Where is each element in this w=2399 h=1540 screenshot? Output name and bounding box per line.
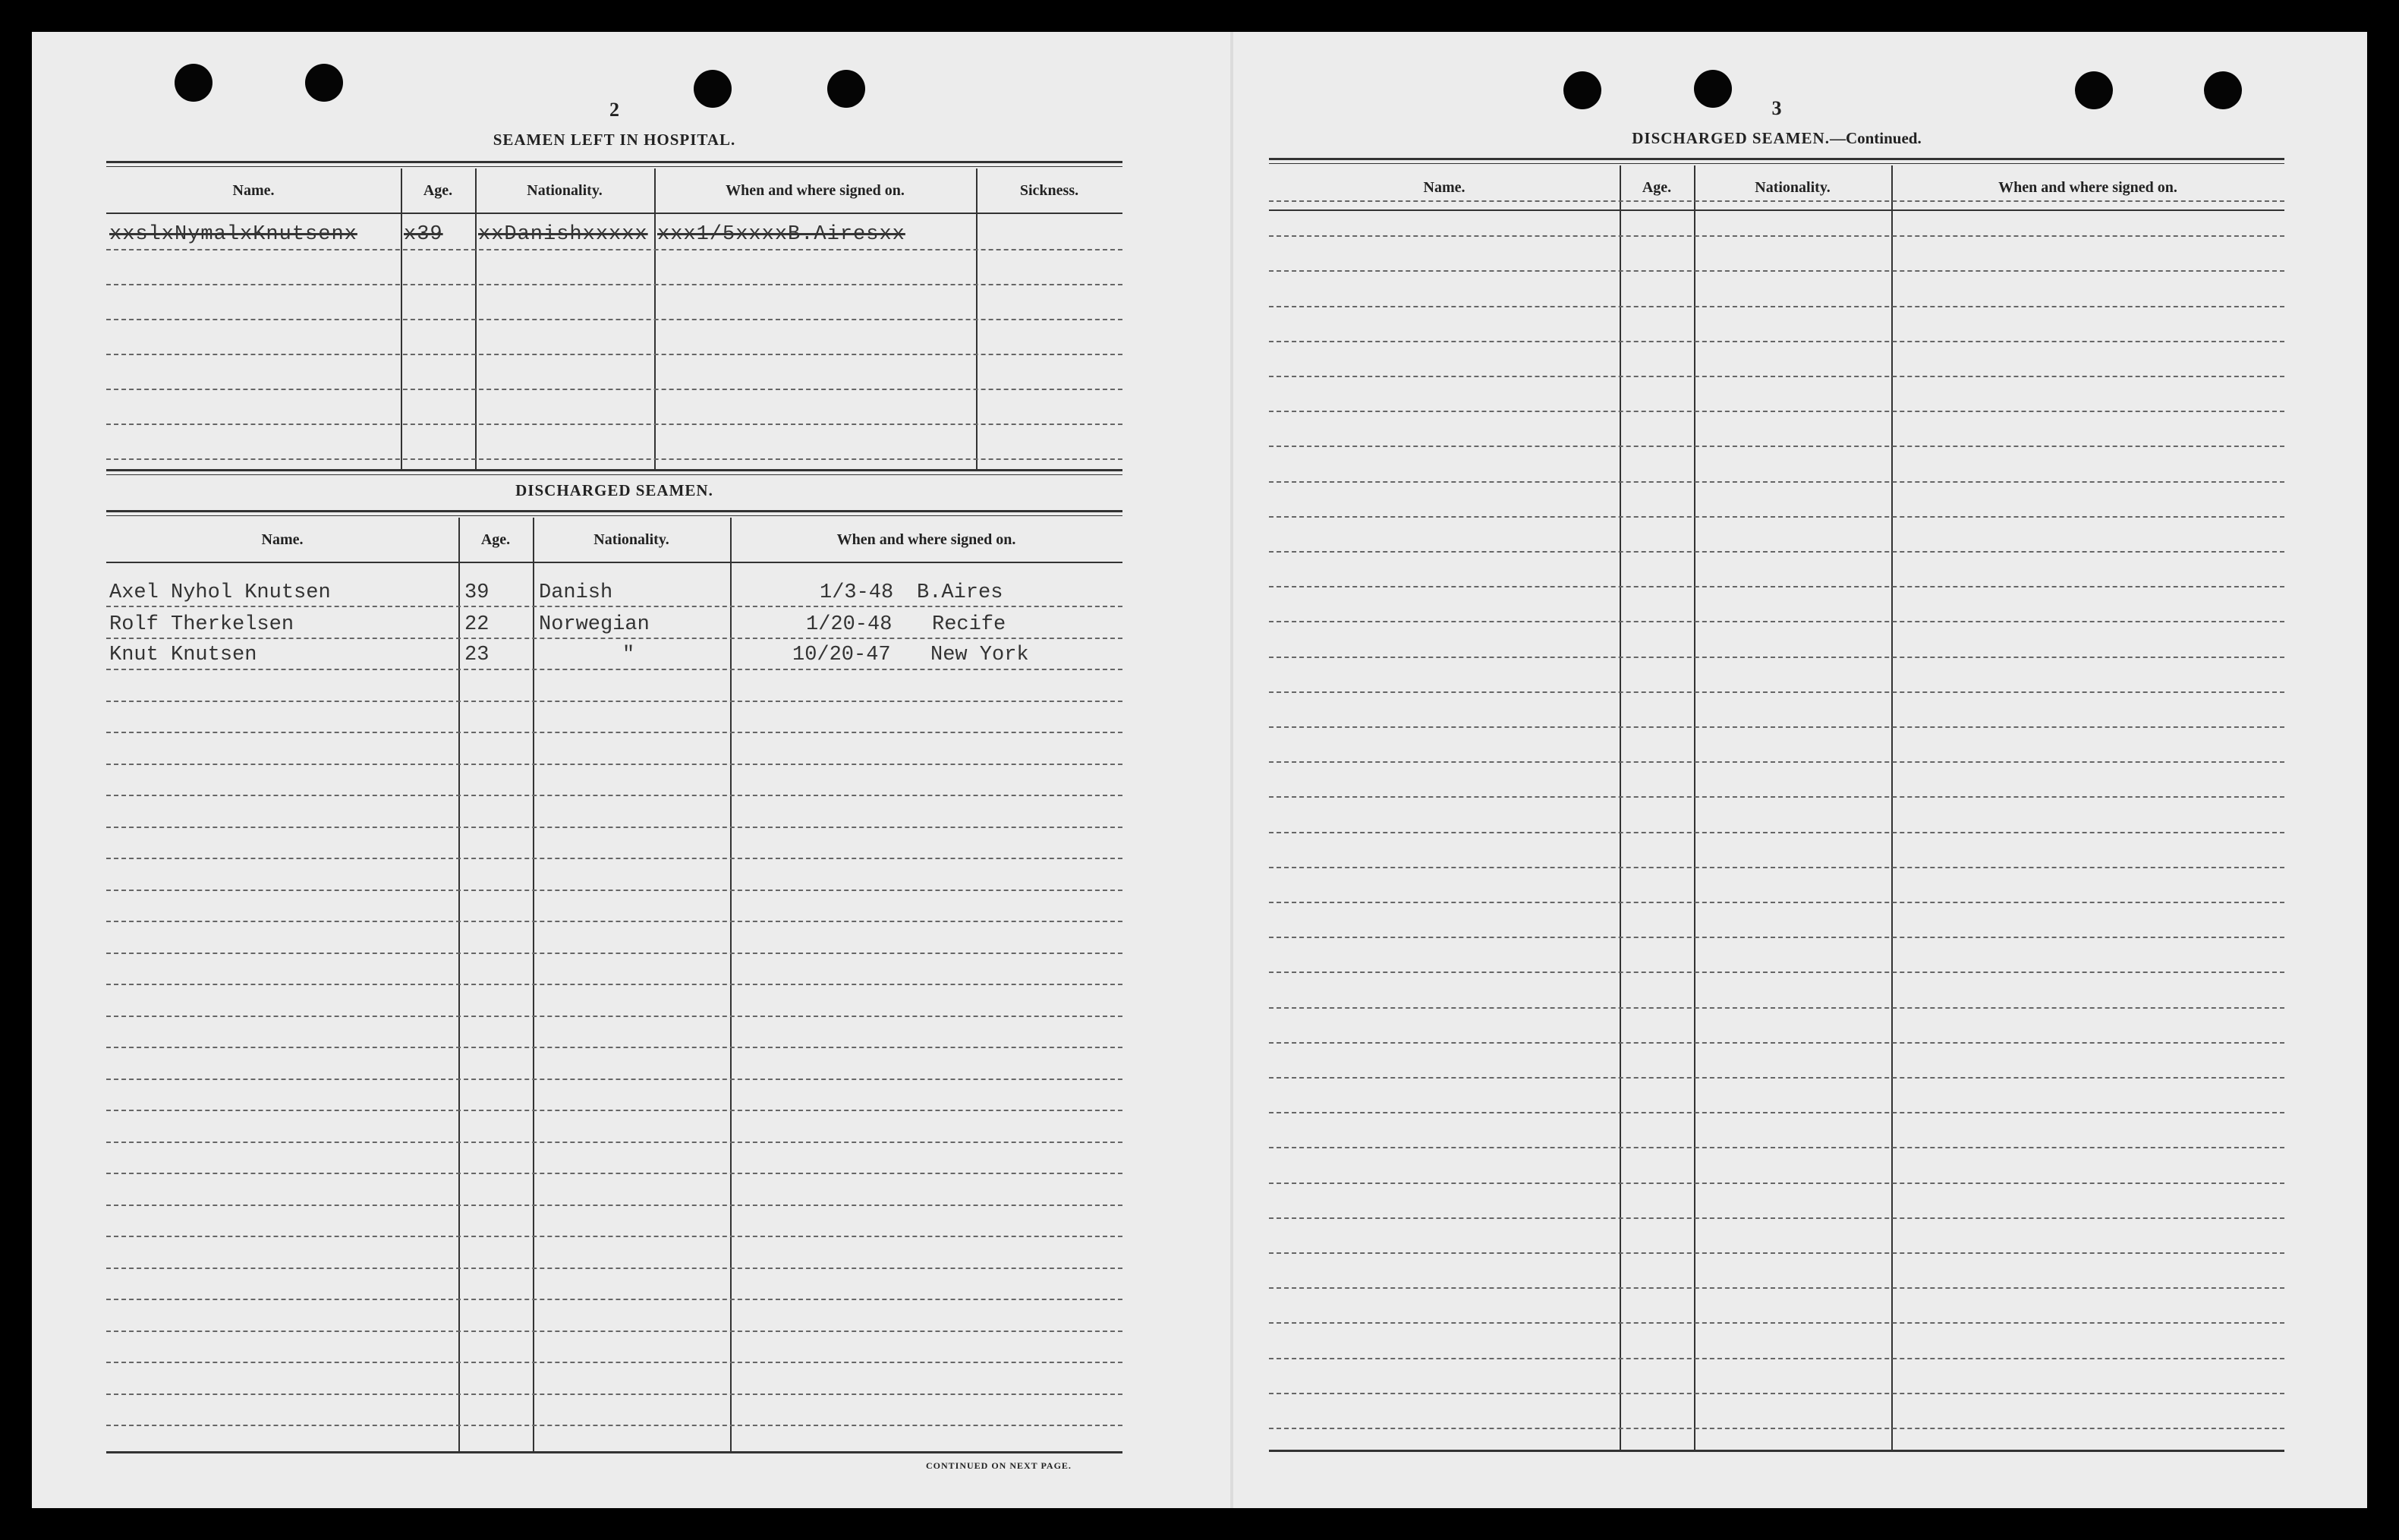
dotted-row-line xyxy=(1269,481,2284,483)
dotted-row-line xyxy=(1269,411,2284,412)
dotted-row-line xyxy=(1269,937,2284,938)
header-name: Name. xyxy=(261,531,304,548)
section-title xyxy=(1269,129,2284,148)
dotted-row-line xyxy=(1269,1358,2284,1359)
dotted-row-line xyxy=(1269,586,2284,587)
bottom-rule xyxy=(1269,1450,2284,1452)
continued-note: CONTINUED ON NEXT PAGE. xyxy=(926,1460,1072,1471)
dotted-row-line xyxy=(106,701,1122,702)
dotted-row-line xyxy=(106,1394,1122,1395)
dotted-row-line xyxy=(106,1268,1122,1269)
header-age: Age. xyxy=(423,182,453,199)
right-page xyxy=(1269,32,2284,1508)
dotted-row-line xyxy=(1269,341,2284,342)
column-divider xyxy=(1891,165,1893,1450)
dotted-row-line xyxy=(106,319,1122,320)
dotted-row-line xyxy=(1269,516,2284,518)
dotted-row-line xyxy=(106,858,1122,859)
dotted-row-line xyxy=(1269,832,2284,833)
center-fold xyxy=(1230,32,1233,1508)
header-age: Age. xyxy=(1642,179,1672,196)
header-signed-on: When and where signed on. xyxy=(836,531,1016,548)
header-rule xyxy=(106,213,1122,214)
dotted-row-line xyxy=(106,1236,1122,1237)
dotted-row-line xyxy=(1269,972,2284,973)
dotted-row-line xyxy=(106,921,1122,922)
dotted-row-line xyxy=(106,354,1122,355)
signed-on-date: 10/20-47 xyxy=(792,644,891,666)
dotted-row-line xyxy=(1269,446,2284,447)
header-name: Name. xyxy=(1423,179,1466,196)
dotted-row-line xyxy=(1269,1183,2284,1184)
dotted-row-line xyxy=(106,1299,1122,1300)
dotted-row-line xyxy=(106,389,1122,390)
dotted-row-line xyxy=(106,284,1122,285)
struck-nationality: xxDanishxxxxx xyxy=(478,223,648,246)
column-divider xyxy=(1620,165,1621,1450)
header-age: Age. xyxy=(480,531,511,548)
dotted-row-line xyxy=(106,249,1122,250)
dotted-row-line xyxy=(106,984,1122,985)
dotted-row-line xyxy=(106,638,1122,639)
dotted-row-line xyxy=(1269,761,2284,763)
dotted-row-line xyxy=(106,764,1122,765)
dotted-row-line xyxy=(1269,902,2284,903)
dotted-row-line xyxy=(1269,551,2284,553)
header-nationality: Nationality. xyxy=(527,182,603,199)
seaman-age: 22 xyxy=(464,613,490,636)
double-rule xyxy=(106,161,1122,167)
dotted-row-line xyxy=(106,1173,1122,1174)
bottom-rule xyxy=(106,1451,1122,1453)
struck-name: xxslxNymalxKnutsenx xyxy=(109,223,357,246)
dotted-row-line xyxy=(106,795,1122,796)
dotted-row-line xyxy=(106,1331,1122,1332)
dotted-row-line xyxy=(1269,1393,2284,1394)
dotted-row-line xyxy=(1269,796,2284,798)
dotted-row-line xyxy=(106,669,1122,670)
dotted-row-line xyxy=(106,1110,1122,1111)
seaman-age: 39 xyxy=(464,581,490,604)
dotted-row-line xyxy=(1269,376,2284,377)
dotted-row-line xyxy=(106,424,1122,425)
dotted-row-line xyxy=(106,1016,1122,1017)
dotted-row-line xyxy=(1269,1112,2284,1113)
signed-on-place: Recife xyxy=(932,613,1006,636)
double-rule xyxy=(106,469,1122,475)
dotted-row-line xyxy=(1269,1147,2284,1148)
dotted-row-line xyxy=(1269,235,2284,237)
dotted-row-line xyxy=(106,890,1122,891)
dotted-row-line xyxy=(1269,1077,2284,1079)
header-rule xyxy=(1269,209,2284,211)
header-sickness: Sickness. xyxy=(1019,182,1079,199)
dotted-row-line xyxy=(1269,691,2284,693)
seaman-age: 23 xyxy=(464,644,490,666)
header-name: Name. xyxy=(232,182,275,199)
seaman-name: Axel Nyhol Knutsen xyxy=(109,581,331,604)
double-rule xyxy=(1269,158,2284,164)
discharged-section-title: DISCHARGED SEAMEN. xyxy=(515,481,713,499)
section-title-suffix: —Continued. xyxy=(1829,129,1922,147)
dotted-row-line xyxy=(1269,1007,2284,1009)
dotted-row-line xyxy=(1269,1322,2284,1324)
column-divider xyxy=(1694,165,1695,1450)
seaman-nationality: Norwegian xyxy=(539,613,650,636)
dotted-row-line xyxy=(1269,1252,2284,1254)
ledger-sheet xyxy=(32,32,2367,1508)
seaman-name: Knut Knutsen xyxy=(109,644,257,666)
dotted-row-line xyxy=(1269,1428,2284,1429)
dotted-row-line xyxy=(106,606,1122,607)
header-signed-on: When and where signed on. xyxy=(726,182,905,199)
page-number: 3 xyxy=(1771,97,1782,119)
dotted-row-line xyxy=(106,1425,1122,1426)
page-number: 2 xyxy=(609,99,619,121)
dotted-row-line xyxy=(106,1079,1122,1080)
dotted-row-line xyxy=(1269,1042,2284,1044)
hospital-table xyxy=(106,168,1122,469)
dotted-row-line xyxy=(106,458,1122,460)
header-nationality: Nationality. xyxy=(593,531,669,548)
header-nationality: Nationality. xyxy=(1755,179,1831,196)
signed-on-place: New York xyxy=(930,644,1029,666)
double-rule xyxy=(106,510,1122,516)
dotted-row-line xyxy=(106,1047,1122,1048)
dotted-row-line xyxy=(1269,200,2284,202)
dotted-row-line xyxy=(106,732,1122,733)
dotted-row-line xyxy=(1269,657,2284,658)
signed-on-date: 1/3-48 xyxy=(820,581,894,604)
section-title-text: DISCHARGED SEAMEN. xyxy=(1632,129,1830,147)
dotted-row-line xyxy=(1269,867,2284,868)
header-rule xyxy=(106,562,1122,563)
dotted-row-line xyxy=(106,1142,1122,1143)
signed-on-date: 1/20-48 xyxy=(806,613,893,636)
dotted-row-line xyxy=(106,1362,1122,1363)
seaman-name: Rolf Therkelsen xyxy=(109,613,294,636)
header-signed-on: When and where signed on. xyxy=(1998,179,2177,196)
dotted-row-line xyxy=(1269,621,2284,622)
discharged-table xyxy=(106,518,1122,1451)
dotted-row-line xyxy=(1269,306,2284,307)
dotted-row-line xyxy=(106,827,1122,828)
seaman-nationality: Danish xyxy=(539,581,613,604)
struck-signed-on: xxx1/5xxxxB.Airesxx xyxy=(657,223,905,246)
dotted-row-line xyxy=(1269,1287,2284,1289)
dotted-row-line xyxy=(1269,270,2284,272)
left-page xyxy=(106,32,1122,1508)
seaman-nationality: " xyxy=(622,644,635,666)
discharged-continued-table xyxy=(1269,165,2284,1450)
dotted-row-line xyxy=(1269,1217,2284,1219)
dotted-row-line xyxy=(106,953,1122,954)
signed-on-place: B.Aires xyxy=(917,581,1003,604)
struck-age: x39 xyxy=(404,223,443,246)
dotted-row-line xyxy=(106,1205,1122,1206)
dotted-row-line xyxy=(1269,726,2284,728)
hospital-section-title: SEAMEN LEFT IN HOSPITAL. xyxy=(493,131,736,149)
